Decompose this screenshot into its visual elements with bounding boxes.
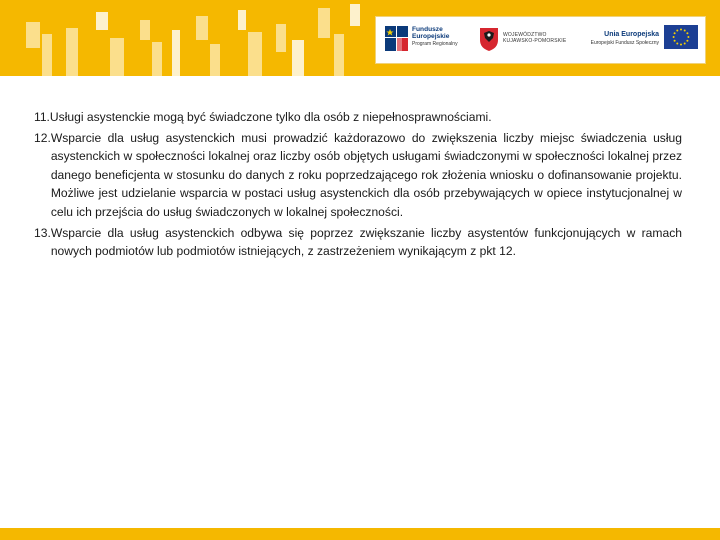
decor-block (172, 30, 180, 76)
decor-block (292, 40, 304, 76)
fundusze-line1: Fundusze (412, 26, 443, 33)
fundusze-line3: Program Regionalny (412, 40, 458, 47)
decor-block (96, 12, 108, 30)
unia-line1: Unia Europejska (604, 31, 659, 38)
list-item-number: 13. (34, 225, 51, 240)
coat-of-arms-icon (478, 26, 500, 52)
list-item (34, 129, 682, 222)
fundusze-line2: Europejskie (412, 33, 450, 41)
unia-line2: Europejski Fundusz Społeczny (590, 40, 659, 46)
eu-flag-icon (664, 25, 698, 49)
decor-block (26, 22, 40, 48)
decor-block (140, 20, 150, 40)
wojewodztwo-logo (476, 23, 576, 57)
footer-band (0, 528, 720, 540)
decor-block (152, 42, 162, 76)
decor-block (318, 8, 330, 38)
list-item-text: Usługi asystenckie mogą być świadczone tylko dla osób z niepełnosprawnościami. (49, 110, 492, 124)
wojewodztwo-line1: WOJEWÓDZTWO (503, 32, 547, 38)
decor-block (210, 44, 220, 76)
header-band (0, 0, 720, 76)
list-item-text: Wsparcie dla usług asystenckich musi prowadzić każdorazowo do zwiększenia liczby miejsc świadczenia usług asystenckich w społeczności lokalnej oraz liczby osób objętych usługami świadczonymi w społeczności lokalnej przez danego beneficjenta w stosunku do danych z roku poprzedzającego rok złożenia wniosku o dofinansowanie projektu. Możliwe jest udzielanie wsparcia w postaci usług asystenckich dla osób przebywających w opiece instytucjonalnej w celu ich przejścia do usług świadczonych w lokalnej społeczności. (50, 130, 682, 219)
wojewodztwo-line2: KUJAWSKO-POMORSKIE (503, 38, 567, 45)
unia-europejska-logo (581, 23, 701, 57)
decor-block (334, 34, 344, 76)
list-item-number: 11. (34, 110, 50, 124)
list-item (34, 108, 682, 127)
list-item (34, 224, 682, 261)
decor-block (42, 34, 52, 76)
decor-block (196, 16, 208, 40)
logos-strip (376, 17, 705, 63)
list-item-number: 12. (34, 130, 51, 145)
numbered-list (34, 108, 682, 263)
decor-block (238, 10, 246, 30)
decor-block (110, 38, 124, 76)
decor-block (248, 32, 262, 76)
decor-block (350, 4, 360, 26)
decor-block (66, 28, 78, 76)
list-item-text: Wsparcie dla usług asystenckich odbywa się poprzez zwiększanie liczby asystentów funkcjonujących w ramach nowych podmiotów lub podmiotów istniejących, z zastrzeżeniem wynikającym z pkt 12. (50, 225, 682, 259)
fundusze-europejskie-logo (384, 23, 476, 57)
decor-block (276, 24, 286, 52)
fundusze-europejskie-icon (384, 24, 410, 54)
